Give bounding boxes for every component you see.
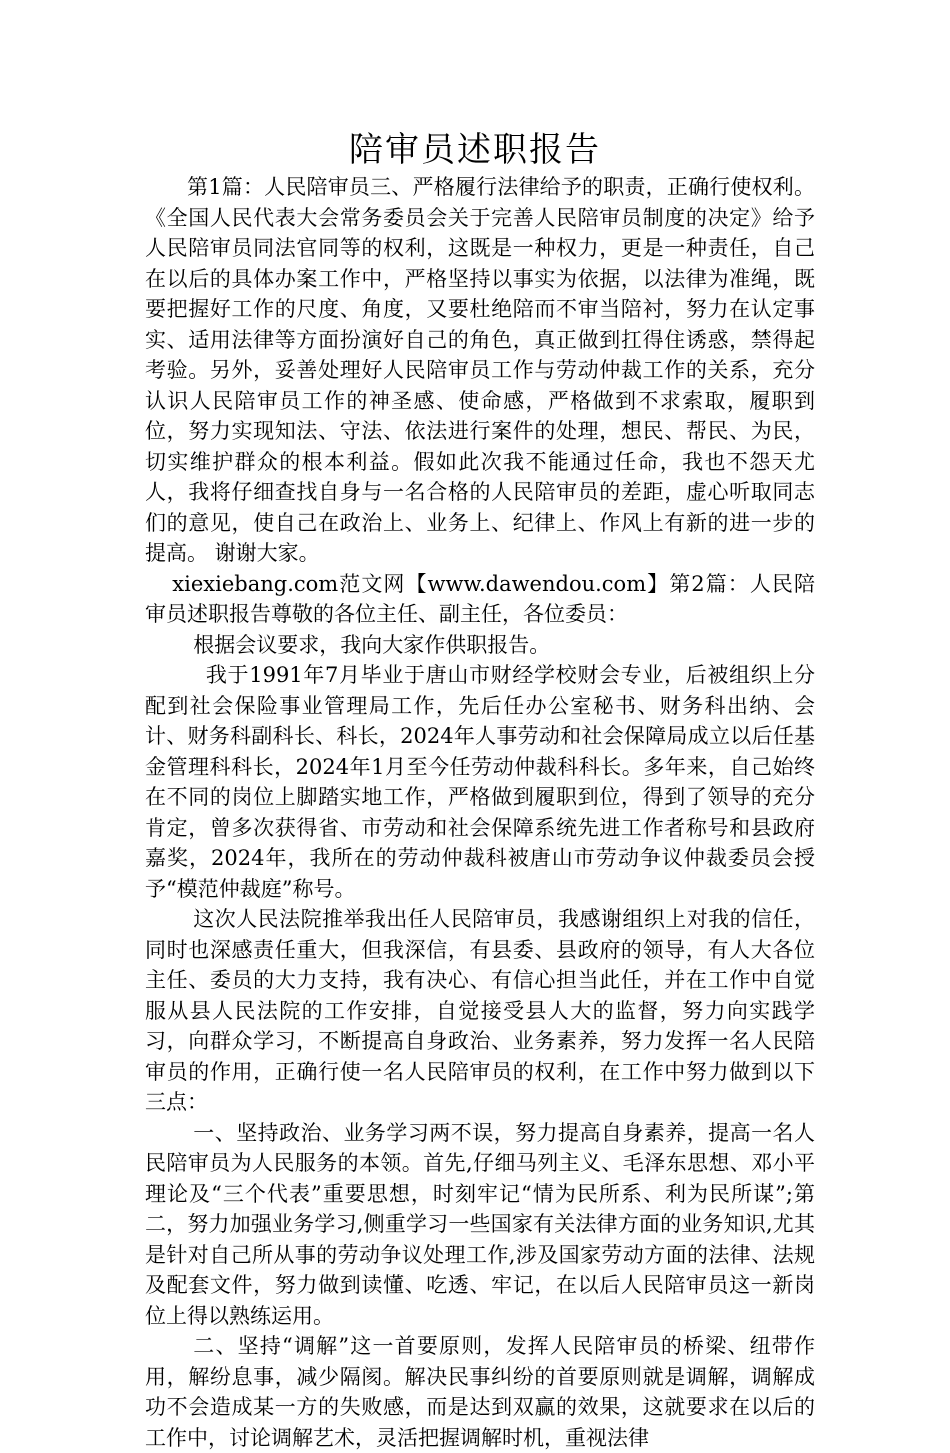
- paragraph-2: xiexiebang.com范文网【www.dawendou.com】第2篇：人民陪审员述职报告尊敬的各位主任、副主任，各位委员：: [145, 571, 815, 626]
- document-body: [145, 172, 815, 1453]
- paragraph-5: 这次人民法院推举我出任人民陪审员，我感谢组织上对我的信任，同时也深感责任重大，但我深信，有县委、县政府的领导，有人大各位主任、委员的大力支持，我有决心、有信心担当此任，并在工作中自觉服从县人民法院的工作安排，自觉接受县人大的监督，努力向实践学习，向群众学习，不断提高自身政治、业务素养，努力发挥一名人民陪审员的作用，正确行使一名人民陪审员的权利，在工作中努力做到以下三点：: [145, 907, 815, 1114]
- paragraph-4: 我于1991年7月毕业于唐山市财经学校财会专业，后被组织上分配到社会保险事业管理局工作，先后任办公室秘书、财务科出纳、会计、财务科副科长、科长，2024年人事劳动和社会保障局成立以后任基金管理科科长，2024年1月至今任劳动仲裁科科长。多年来，自己始终在不同的岗位上脚踏实地工作，严格做到履职到位，得到了领导的充分肯定，曾多次获得省、市劳动和社会保障系统先进工作者称号和县政府嘉奖，2024年，我所在的劳动仲裁科被唐山市劳动争议仲裁委员会授予“模范仲裁庭”称号。: [145, 663, 815, 901]
- paragraph-1: 第1篇：人民陪审员三、严格履行法律给予的职责，正确行使权利。《全国人民代表大会常务委员会关于完善人民陪审员制度的决定》给予人民陪审员同法官同等的权利，这既是一种权力，更是一种责任，自己在以后的具体办案工作中，严格坚持以事实为依据，以法律为准绳，既要把握好工作的尺度、角度，又要杜绝陪而不审当陪衬，努力在认定事实、适用法律等方面扮演好自己的角色，真正做到扛得住诱惑，禁得起考验。另外，妥善处理好人民陪审员工作与劳动仲裁工作的关系，充分认识人民陪审员工作的神圣感、使命感，严格做到不求索取，履职到位，努力实现知法、守法、依法进行案件的处理，想民、帮民、为民，切实维护群众的根本利益。假如此次我不能通过任命，我也不怨天尤人，我将仔细查找自身与一名合格的人民陪审员的差距，虚心听取同志们的意见，使自己在政治上、业务上、纪律上、作风上有新的进一步的提高。 谢谢大家。: [145, 175, 815, 565]
- paragraph-3: 根据会议要求，我向大家作供职报告。: [193, 632, 551, 657]
- paragraph-6: 一、坚持政治、业务学习两不误，努力提高自身素养，提高一名人民陪审员为人民服务的本领。首先,仔细马列主义、毛泽东思想、邓小平理论及“三个代表”重要思想，时刻牢记“情为民所系、利为民所谋”;第二，努力加强业务学习,侧重学习一些国家有关法律方面的业务知识,尤其是针对自己所从事的劳动争议处理工作,涉及国家劳动方面的法律、法规及配套文件，努力做到读懂、吃透、牢记，在以后人民陪审员这一新岗位上得以熟练运用。: [145, 1120, 815, 1328]
- paragraph-7: 二、坚持“调解”这一首要原则，发挥人民陪审员的桥梁、纽带作用，解纷息事，减少隔阂。解决民事纠纷的首要原则就是调解，调解成功不会造成某一方的失败感，而是达到双赢的效果，这就要求在以后的工作中，讨论调解艺术，灵活把握调解时机，重视法律: [145, 1334, 815, 1450]
- document-title: 陪审员述职报告: [349, 130, 601, 170]
